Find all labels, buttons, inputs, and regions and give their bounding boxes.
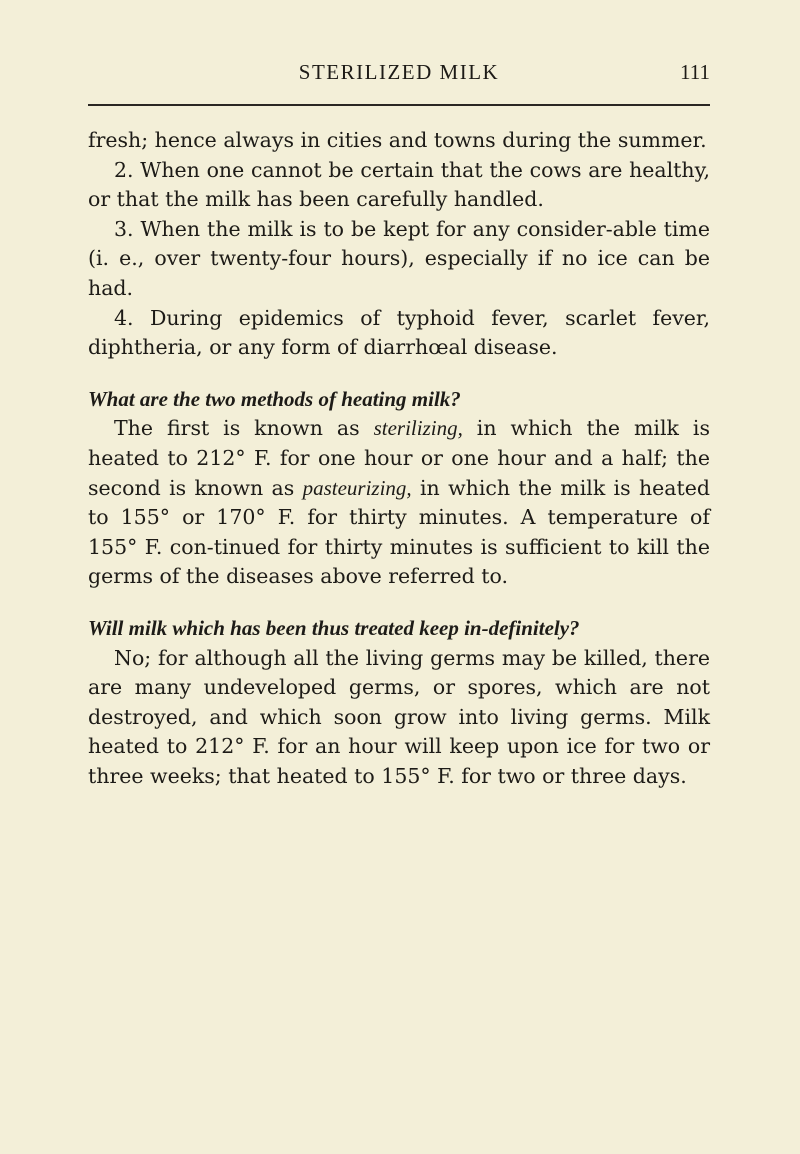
answer-heating-methods [88, 414, 710, 592]
answer-text: The first is known as [114, 416, 374, 441]
term-pasteurizing: pasteurizing, [302, 475, 412, 500]
answer-text: in which the milk is heated to 212° F. for one hour or one hour and a half; the second is known as [88, 416, 710, 500]
question-keep-indefinitely: Will milk which has been thus treated keep in-definitely? [88, 615, 580, 640]
list-item-3: 3. When the milk is to be kept for any consider-able time (i. e., over twenty-four hours), especially if no ice can be had. [88, 216, 710, 300]
question-heating-methods: What are the two methods of heating milk? [88, 386, 461, 411]
header-rule [88, 104, 710, 106]
running-title: STERILIZED MILK [298, 60, 500, 84]
page-number: 111 [680, 60, 710, 84]
answer-keep-indefinitely: No; for although all the living germs may be killed, there are many undeveloped germs, or spores, which are not destroyed, and which soon grow into living germs. Milk heated to 212° F. for an hour will keep upon ice for two or three weeks; that heated to 155° F. for two or three days. [88, 645, 710, 788]
answer-text: in which the milk is heated to 155° or 170° F. for thirty minutes. A temperature of 155° F. con-tinued for thirty minutes is sufficient to kill the germs of the diseases above referred to. [88, 475, 710, 589]
list-item-4: 4. During epidemics of typhoid fever, scarlet fever, diphtheria, or any form of diarrhœal disease. [88, 305, 710, 360]
paragraph-continuation: fresh; hence always in cities and towns during the summer. [88, 128, 707, 152]
list-item-2: 2. When one cannot be certain that the cows are healthy, or that the milk has been carefully handled. [88, 157, 710, 212]
body-text [88, 126, 710, 791]
running-head [88, 60, 710, 86]
term-sterilizing: sterilizing, [373, 416, 463, 441]
